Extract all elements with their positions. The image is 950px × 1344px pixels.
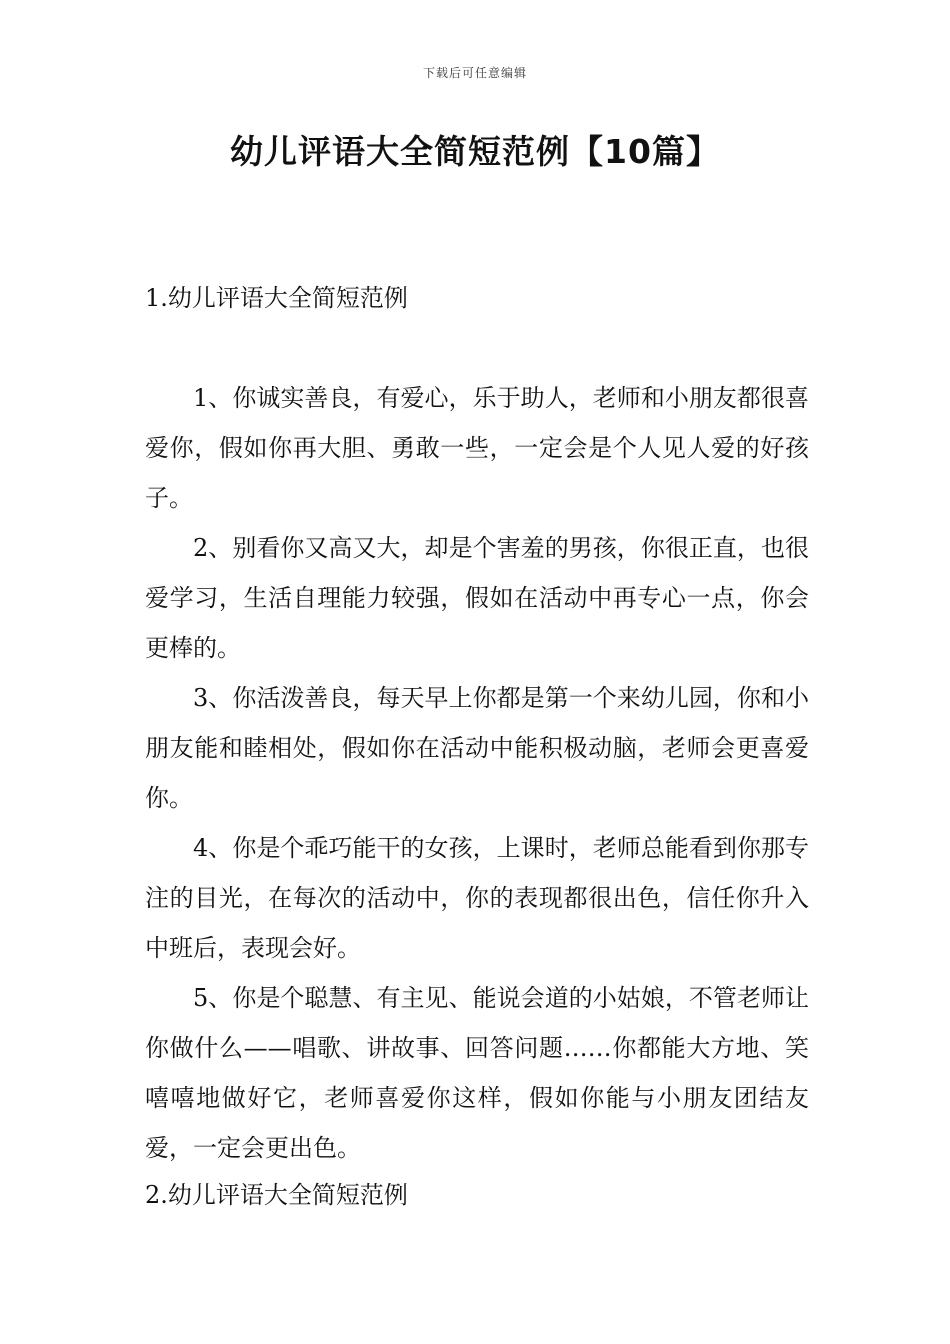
paragraph-1: 1、你诚实善良，有爱心，乐于助人，老师和小朋友都很喜爱你，假如你再大胆、勇敢一些，一定会是个人见人爱的好孩子。 bbox=[145, 384, 809, 512]
section-heading-2: 2.幼儿评语大全简短范例 bbox=[145, 1181, 408, 1209]
paragraph-5: 5、你是个聪慧、有主见、能说会道的小姑娘，不管老师让你做什么——唱歌、讲故事、回答问题……你都能大方地、笑嘻嘻地做好它，老师喜爱你这样，假如你能与小朋友团结友爱，一定会更出色。 bbox=[145, 984, 809, 1162]
document-title: 幼儿评语大全简短范例【10篇】 bbox=[230, 132, 720, 171]
paragraph-list bbox=[145, 373, 809, 1173]
section-2 bbox=[145, 1170, 809, 1220]
section-1 bbox=[145, 273, 809, 323]
paragraph-3: 3、你活泼善良，每天早上你都是第一个来幼儿园，你和小朋友能和睦相处，假如你在活动中能积极动脑，老师会更喜爱你。 bbox=[145, 684, 809, 812]
paragraph-2: 2、别看你又高又大，却是个害羞的男孩，你很正直，也很爱学习，生活自理能力较强，假如在活动中再专心一点，你会更棒的。 bbox=[145, 534, 809, 662]
header-note: 下载后可任意编辑 bbox=[422, 66, 527, 80]
paragraph-4: 4、你是个乖巧能干的女孩，上课时，老师总能看到你那专注的目光，在每次的活动中，你的表现都很出色，信任你升入中班后，表现会好。 bbox=[145, 834, 809, 962]
section-heading-1: 1.幼儿评语大全简短范例 bbox=[145, 284, 408, 312]
